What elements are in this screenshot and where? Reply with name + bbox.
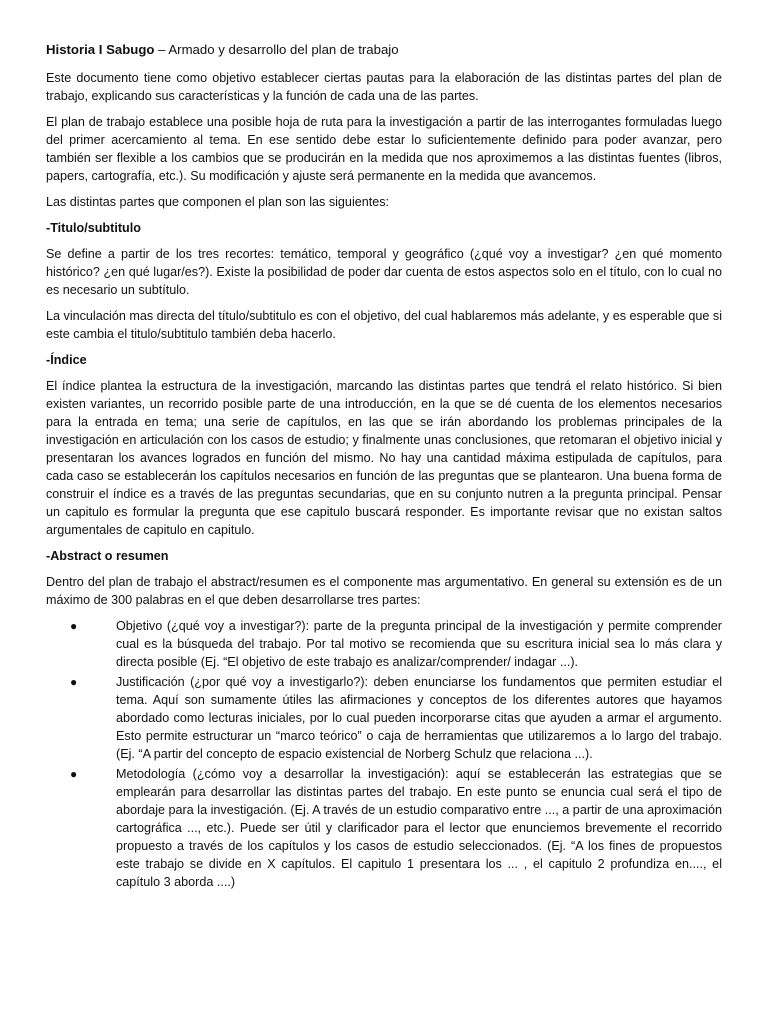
section-heading-indice: -Índice [46, 353, 87, 367]
bullet-justificacion-text: Justificación (¿por qué voy a investigarlo?): deben enunciarse los fundamentos que permiten estudiar el tema. Aquí son sumamente útiles las afirmaciones y conceptos de los diferentes autores que hayamos abordado como lecturas iniciales, por lo cual pueden incorporarse citas que ayuden a armar el argumento. Esto permite estructurar un “marco teórico” o caja de herramientas que utilizaremos a lo largo del trabajo. (Ej. “A partir del concepto de espacio existencial de Norberg Schulz que relaciona ...). [116, 675, 722, 761]
titulo-paragraph-2: La vinculación mas directa del título/subtitulo es con el objetivo, del cual hablaremos más adelante, y es esperable que si este cambia el titulo/subtitulo también deba hacerlo. [46, 309, 722, 341]
bullet-dot-icon: ● [70, 767, 78, 781]
abstract-bullet-list [46, 617, 722, 891]
bullet-justificacion [70, 673, 722, 763]
title-subject: – Armado y desarrollo del plan de trabajo [154, 42, 399, 57]
bullet-dot-icon: ● [70, 619, 78, 633]
bullet-objetivo [70, 617, 722, 671]
bullet-dot-icon: ● [70, 675, 78, 689]
bullet-objetivo-text: Objetivo (¿qué voy a investigar?): parte de la pregunta principal de la investigación y permite comprender cual es la búsqueda del trabajo. Por tal motivo se recomienda que su escritura inicial sea lo más clara y directa posible (Ej. “El objetivo de este trabajo es analizar/comprender/ indagar ...). [116, 619, 722, 669]
bullet-metodologia [70, 765, 722, 891]
section-heading-abstract: -Abstract o resumen [46, 549, 169, 563]
indice-paragraph-1: El índice plantea la estructura de la investigación, marcando las distintas partes que tendrá el relato histórico. Si bien existen variantes, un recorrido posible parte de una introducción, en la que se dé cuenta de los elementos necesarios para la entrada en tema; una serie de capítulos, en las que se irán abordando los problemas principales de la investigación en articulación con los casos de estudio; y finalmente unas conclusiones, que retomaran el objetivo inicial y presentaran los avances logrados en función del mismo. No hay una cantidad máxima estipulada de capítulos, para cada caso se establecerán los capítulos necesarios en función de las preguntas que se plantearon. Una buena forma de construir el índice es a través de las preguntas secundarias, que en su conjunto nutren a la pregunta principal. Pensar un capitulo es formular la pregunta que ese capitulo buscará responder. Es importante revisar que no existan saltos argumentales de capitulo en capitulo. [46, 379, 722, 537]
title-course: Historia I Sabugo [46, 42, 155, 57]
intro-paragraph-1: Este documento tiene como objetivo establecer ciertas pautas para la elaboración de las distintas partes del plan de trabajo, explicando sus características y la función de cada una de las partes. [46, 71, 722, 103]
abstract-paragraph-1: Dentro del plan de trabajo el abstract/resumen es el componente mas argumentativo. En general su extensión es de un máximo de 300 palabras en el que deben desarrollarse tres partes: [46, 575, 722, 607]
section-heading-titulo: -Titulo/subtitulo [46, 221, 141, 235]
intro-paragraph-2: El plan de trabajo establece una posible hoja de ruta para la investigación a partir de las interrogantes formuladas luego del primer acercamiento al tema. En ese sentido debe estar lo suficientemente definido para poder avanzar, pero también ser flexible a los cambios que se producirán en la medida que nos aproximemos a las distintas fuentes (libros, papers, cartografía, etc.). Su modificación y ajuste será permanente en la medida que avancemos. [46, 115, 722, 183]
titulo-paragraph-1: Se define a partir de los tres recortes: temático, temporal y geográfico (¿qué voy a investigar? ¿en qué momento histórico? ¿en qué lugar/es?). Existe la posibilidad de poder dar cuenta de estos aspectos solo en el título, con lo cual no es necesario un subtítulo. [46, 247, 722, 297]
document-title [46, 41, 722, 59]
intro-paragraph-3: Las distintas partes que componen el plan son las siguientes: [46, 195, 390, 209]
bullet-metodologia-text: Metodología (¿cómo voy a desarrollar la investigación): aquí se establecerán las estrategias que se emplearán para desarrollar las distintas partes del trabajo. En este punto se enuncia cual será el tipo de abordaje para la investigación. (Ej. A través de un estudio comparativo entre ..., a partir de una aproximación cartográfica ..., etc.). Puede ser útil y clarificador para el lector que enunciemos brevemente el recorrido propuesto a través de los capítulos y los casos de estudio seleccionados. (Ej. “A los fines de propuestos este trabajo se divide en X capítulos. El capitulo 1 presentara los ... , el capitulo 2 profundiza en...., el capítulo 3 aborda ....) [116, 767, 722, 889]
